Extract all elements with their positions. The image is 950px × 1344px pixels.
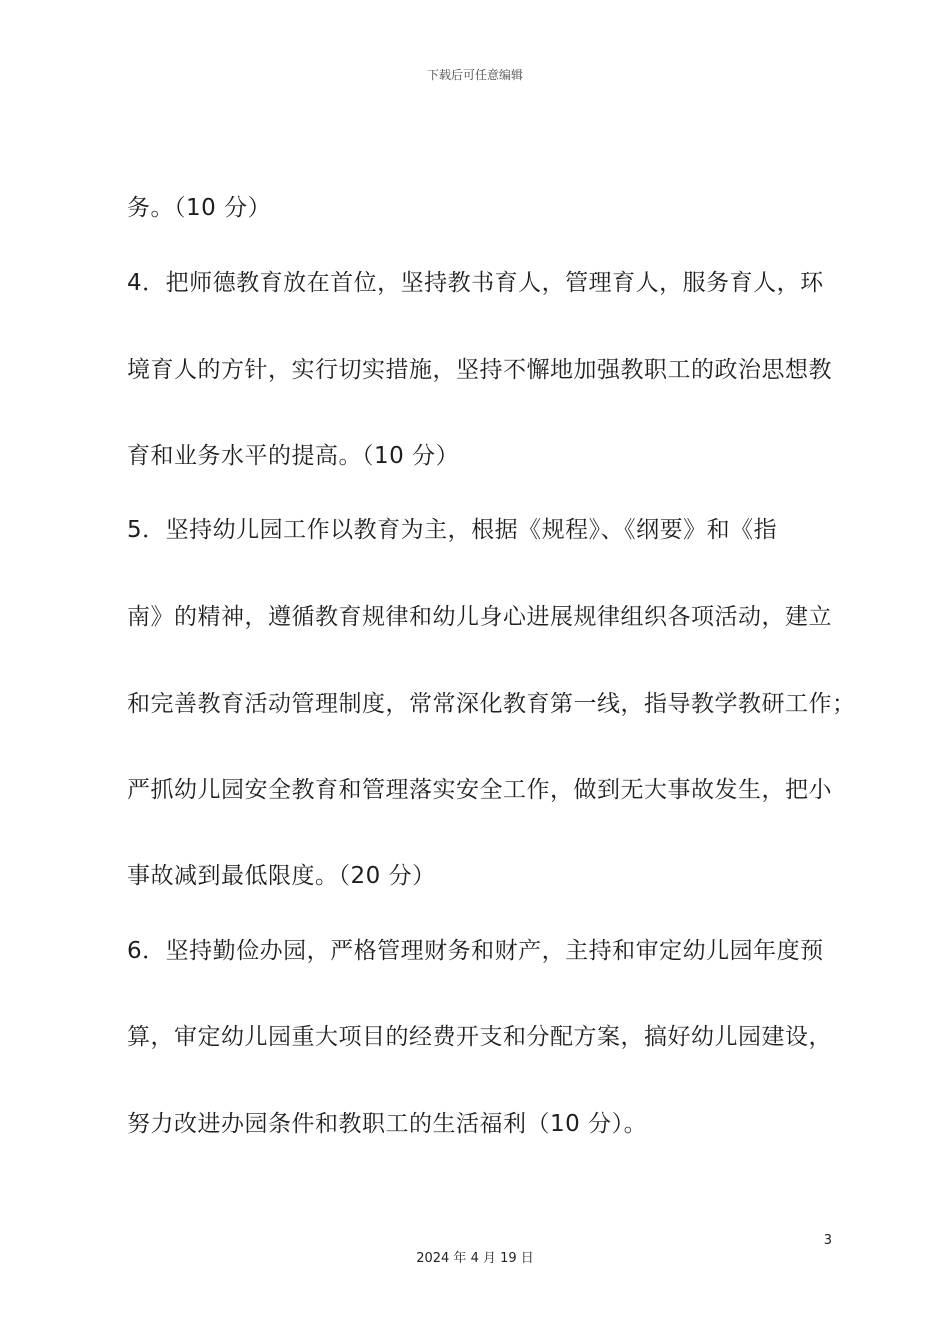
footer-date: 2024 年 4 月 19 日 — [416, 1251, 534, 1266]
paragraph-line: 南》的精神，遵循教育规律和幼儿身心进展规律组织各项活动，建立 — [127, 604, 832, 630]
paragraph-line: 算，审定幼儿园重大项目的经费开支和分配方案，搞好幼儿园建设， — [127, 1024, 832, 1050]
paragraph-line: 严抓幼儿园安全教育和管理落实安全工作，做到无大事故发生，把小 — [127, 777, 832, 803]
paragraph-line: 事故减到最低限度。（20 分） — [127, 863, 436, 889]
paragraph-line: 境育人的方针，实行切实措施，坚持不懈地加强教职工的政治思想教 — [127, 357, 832, 383]
paragraph-line: 务。（10 分） — [127, 195, 272, 221]
paragraph-line: 努力改进办园条件和教职工的生活福利（10 分）。 — [127, 1111, 648, 1137]
paragraph-line: 和完善教育活动管理制度，常常深化教育第一线，指导教学教研工作； — [127, 691, 856, 717]
paragraph-line: 5．坚持幼儿园工作以教育为主，根据《规程》、《纲要》和《指 — [127, 517, 778, 543]
paragraph-line: 育和业务水平的提高。（10 分） — [127, 443, 460, 469]
paragraph-line: 6．坚持勤俭办园，严格管理财务和财产，主持和审定幼儿园年度预 — [127, 938, 824, 964]
paragraph-line: 4．把师德教育放在首位，坚持教书育人，管理育人，服务育人，环 — [127, 270, 824, 296]
page-number: 3 — [823, 1233, 832, 1248]
header-note: 下载后可任意编辑 — [426, 68, 523, 82]
